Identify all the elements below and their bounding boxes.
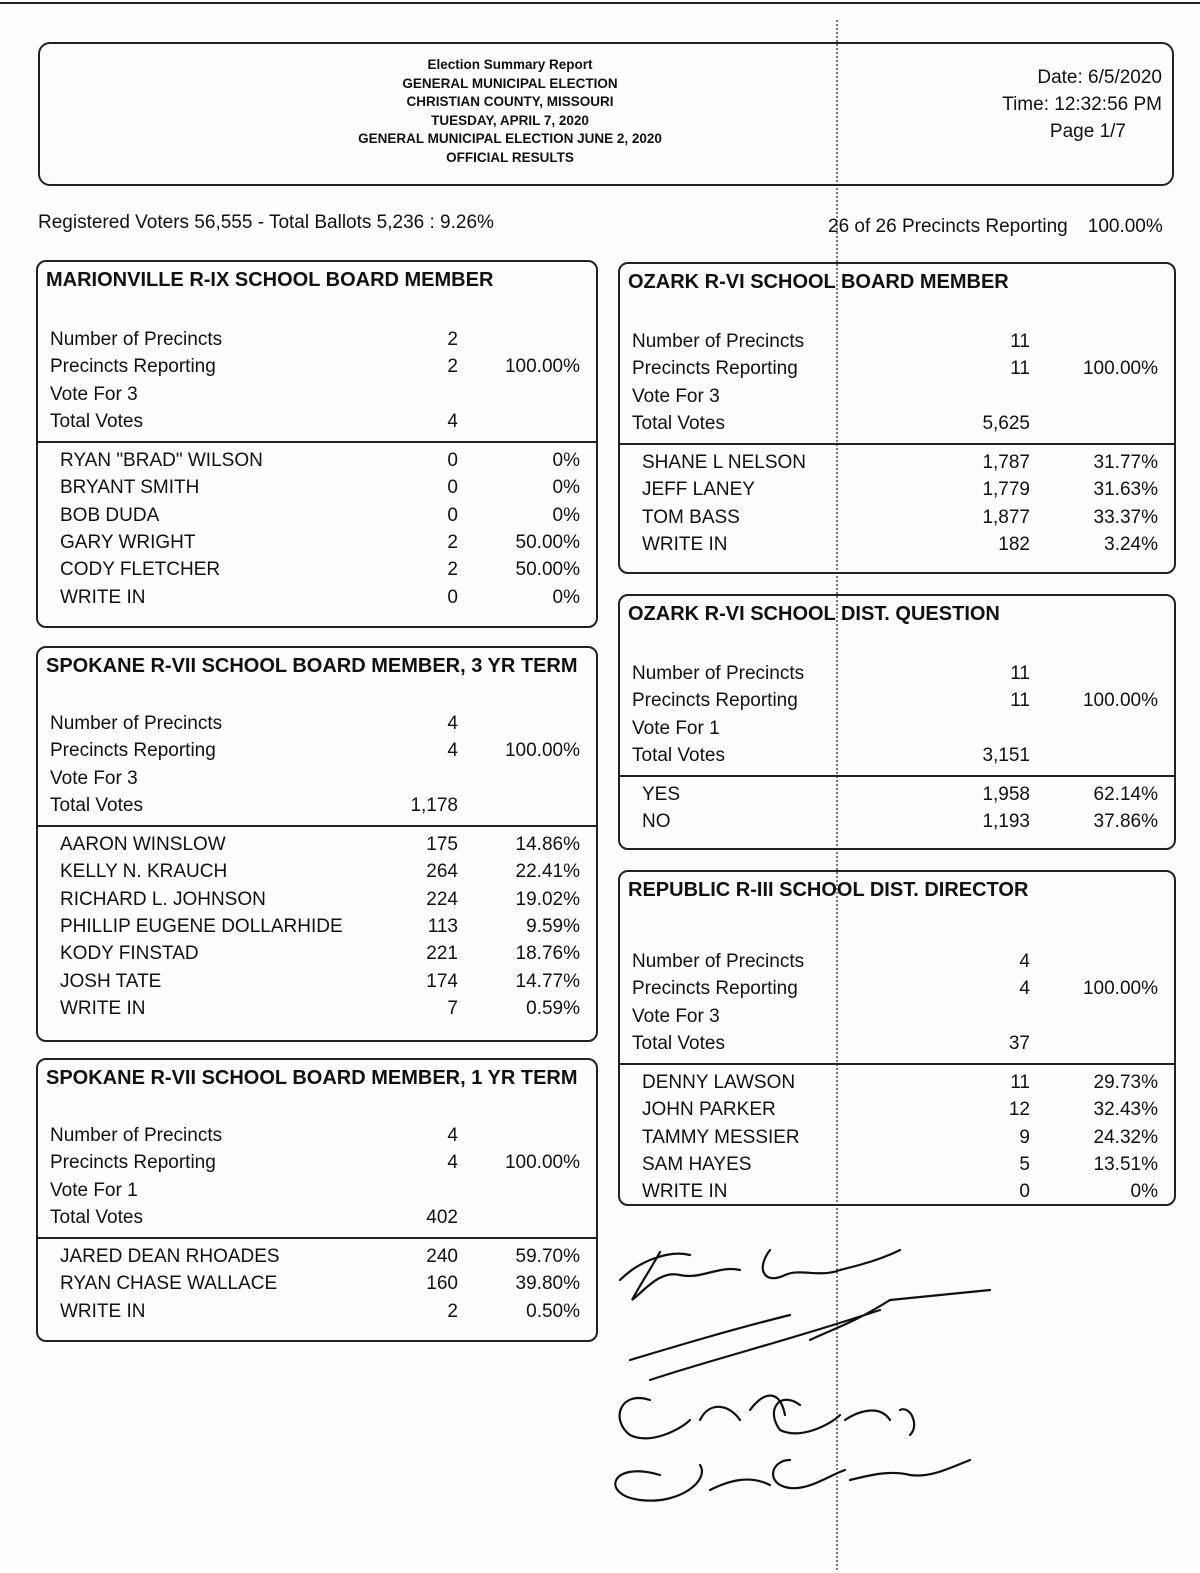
contest-marionville xyxy=(36,260,598,628)
contest-stats xyxy=(38,326,596,435)
candidate-pct: 0.50% xyxy=(526,1300,580,1322)
precincts-reporting-value: 2 xyxy=(447,356,458,378)
total-votes-value: 5,625 xyxy=(982,412,1030,434)
contest-divider xyxy=(38,825,596,827)
precincts-reporting-text: 26 of 26 Precincts Reporting xyxy=(828,216,1068,237)
candidate-name: JOHN PARKER xyxy=(642,1099,776,1121)
candidate-row xyxy=(44,556,590,583)
candidate-row xyxy=(626,449,1168,476)
vote-for-row xyxy=(44,381,590,408)
total-votes-value: 37 xyxy=(1008,1032,1030,1054)
total-votes-value: 3,151 xyxy=(982,744,1030,766)
precincts-reporting-row xyxy=(626,687,1168,714)
candidate-pct: 32.43% xyxy=(1093,1099,1158,1121)
contest-ozark-member xyxy=(618,262,1176,574)
candidate-pct: 14.77% xyxy=(515,970,580,992)
candidate-pct: 62.14% xyxy=(1093,784,1158,806)
contest-divider xyxy=(620,443,1174,445)
number-of-precincts-label: Number of Precincts xyxy=(632,951,805,972)
number-of-precincts-row xyxy=(626,660,1168,687)
candidate-name: NO xyxy=(642,811,671,833)
number-of-precincts-label: Number of Precincts xyxy=(50,329,223,350)
precincts-reporting-pct: 100.00% xyxy=(504,356,580,378)
candidate-list xyxy=(38,447,596,611)
candidate-name: YES xyxy=(642,784,681,806)
candidate-row xyxy=(44,1270,590,1297)
total-votes-label: Total Votes xyxy=(50,1206,143,1228)
candidate-row xyxy=(44,1243,590,1270)
contest-republic xyxy=(618,870,1176,1206)
candidate-votes: 5 xyxy=(1019,1154,1030,1176)
candidate-name: TOM BASS xyxy=(642,506,740,528)
precincts-reporting-label: Precincts Reporting xyxy=(50,740,216,762)
candidate-row xyxy=(44,584,590,611)
candidate-votes: 224 xyxy=(426,888,458,910)
total-votes-row xyxy=(626,1030,1168,1057)
candidate-pct: 0% xyxy=(552,450,580,472)
report-title-block xyxy=(290,56,730,167)
contest-divider xyxy=(620,1063,1174,1065)
precincts-reporting-value: 4 xyxy=(447,1152,458,1174)
candidate-votes: 0 xyxy=(1019,1181,1030,1203)
precincts-reporting-value: 11 xyxy=(1010,358,1030,380)
contest-title: OZARK R-VI SCHOOL DIST. QUESTION xyxy=(628,603,1000,625)
candidate-name: AARON WINSLOW xyxy=(60,834,226,856)
total-votes-row xyxy=(626,410,1168,437)
candidate-votes: 0 xyxy=(447,450,458,472)
candidate-pct: 19.02% xyxy=(515,888,580,910)
precincts-reporting-label: Precincts Reporting xyxy=(632,978,798,1000)
candidate-votes: 2 xyxy=(447,559,458,581)
candidate-pct: 37.86% xyxy=(1093,811,1158,833)
candidate-votes: 1,779 xyxy=(982,479,1030,501)
contest-stats xyxy=(620,948,1174,1057)
candidate-votes: 1,877 xyxy=(982,506,1030,528)
precincts-reporting-label: Precincts Reporting xyxy=(632,690,798,712)
vote-for-row xyxy=(44,1177,590,1204)
candidate-name: JARED DEAN RHOADES xyxy=(60,1246,280,1268)
candidate-row xyxy=(626,781,1168,808)
vote-for-label: Vote For 1 xyxy=(632,717,720,739)
candidate-name: WRITE IN xyxy=(642,1181,728,1203)
candidate-row xyxy=(626,1096,1168,1123)
precincts-reporting-value: 4 xyxy=(1019,978,1030,1000)
candidate-name: TAMMY MESSIER xyxy=(642,1126,800,1148)
precincts-reporting-pct: 100.00% xyxy=(504,1152,580,1174)
candidate-name: WRITE IN xyxy=(60,1300,146,1322)
contest-title: SPOKANE R-VII SCHOOL BOARD MEMBER, 1 YR TERM xyxy=(46,1067,578,1089)
candidate-pct: 0.59% xyxy=(526,997,580,1019)
precincts-reporting-label: Precincts Reporting xyxy=(50,1152,216,1174)
report-title: Election Summary Report xyxy=(427,57,593,72)
candidate-pct: 18.76% xyxy=(515,943,580,965)
election-subtitle: GENERAL MUNICIPAL ELECTION JUNE 2, 2020 xyxy=(358,131,662,146)
signature-3 xyxy=(620,1396,915,1439)
contest-title: MARIONVILLE R-IX SCHOOL BOARD MEMBER xyxy=(46,269,494,291)
contest-title: REPUBLIC R-III SCHOOL DIST. DIRECTOR xyxy=(628,879,1029,901)
vote-for-label: Vote For 3 xyxy=(50,767,138,789)
candidate-votes: 9 xyxy=(1019,1126,1030,1148)
precincts-reporting-row xyxy=(44,737,590,764)
candidate-votes: 2 xyxy=(447,1300,458,1322)
total-votes-row xyxy=(44,792,590,819)
precincts-reporting-value: 11 xyxy=(1010,690,1030,712)
candidate-votes: 1,193 xyxy=(982,811,1030,833)
candidate-votes: 1,787 xyxy=(982,452,1030,474)
candidate-pct: 39.80% xyxy=(515,1273,580,1295)
precincts-reporting-pct: 100.00% xyxy=(1082,358,1158,380)
candidate-row xyxy=(44,447,590,474)
candidate-pct: 13.51% xyxy=(1093,1154,1158,1176)
candidate-name: CODY FLETCHER xyxy=(60,559,221,581)
total-votes-row xyxy=(44,408,590,435)
election-date: TUESDAY, APRIL 7, 2020 xyxy=(431,112,589,128)
precincts-reporting-pct: 100.00% xyxy=(504,740,580,762)
candidate-pct: 14.86% xyxy=(515,834,580,856)
signature-4 xyxy=(615,1460,970,1501)
number-of-precincts-value: 4 xyxy=(1019,951,1030,972)
number-of-precincts-value: 4 xyxy=(447,1125,458,1146)
number-of-precincts-row xyxy=(44,1122,590,1149)
candidate-row xyxy=(44,831,590,858)
candidate-votes: 174 xyxy=(426,970,458,992)
vote-for-label: Vote For 3 xyxy=(50,383,138,405)
candidate-row xyxy=(44,529,590,556)
candidate-pct: 0% xyxy=(1130,1181,1158,1203)
candidate-votes: 175 xyxy=(426,834,458,856)
candidate-pct: 24.32% xyxy=(1093,1126,1158,1148)
candidate-pct: 50.00% xyxy=(515,532,580,554)
candidate-votes: 2 xyxy=(447,532,458,554)
candidate-pct: 22.41% xyxy=(515,861,580,883)
candidate-pct: 9.59% xyxy=(526,916,580,938)
precincts-reporting-value: 4 xyxy=(447,740,458,762)
contest-title: SPOKANE R-VII SCHOOL BOARD MEMBER, 3 YR TERM xyxy=(46,655,578,677)
candidate-votes: 240 xyxy=(426,1246,458,1268)
page-number: Page 1/7 xyxy=(1049,121,1126,142)
candidate-row xyxy=(626,1069,1168,1096)
contest-ozark-question xyxy=(618,594,1176,850)
candidate-name: PHILLIP EUGENE DOLLARHIDE xyxy=(60,916,343,938)
candidate-name: RYAN "BRAD" WILSON xyxy=(60,450,263,472)
top-rule xyxy=(0,2,1200,4)
candidate-row xyxy=(626,808,1168,835)
number-of-precincts-row xyxy=(44,710,590,737)
candidate-row xyxy=(626,504,1168,531)
registered-voters-summary: Registered Voters 56,555 - Total Ballots 5,236 : 9.26% xyxy=(38,212,494,233)
candidate-name: RYAN CHASE WALLACE xyxy=(60,1273,278,1295)
number-of-precincts-label: Number of Precincts xyxy=(50,1125,223,1146)
candidate-name: BOB DUDA xyxy=(60,504,160,526)
candidate-row xyxy=(626,1124,1168,1151)
candidate-list xyxy=(620,1069,1174,1205)
number-of-precincts-value: 2 xyxy=(447,329,458,350)
candidate-pct: 33.37% xyxy=(1093,506,1158,528)
contest-stats xyxy=(620,660,1174,769)
vote-for-row xyxy=(626,715,1168,742)
precincts-reporting-label: Precincts Reporting xyxy=(632,358,798,380)
number-of-precincts-row xyxy=(626,948,1168,975)
candidate-votes: 0 xyxy=(447,504,458,526)
candidate-votes: 221 xyxy=(426,943,458,965)
number-of-precincts-label: Number of Precincts xyxy=(632,331,805,352)
contest-stats xyxy=(38,710,596,819)
precincts-reporting-summary xyxy=(828,216,1163,238)
candidate-votes: 7 xyxy=(447,997,458,1019)
number-of-precincts-value: 11 xyxy=(1010,331,1030,352)
total-votes-value: 4 xyxy=(447,410,458,432)
election-name: GENERAL MUNICIPAL ELECTION xyxy=(402,75,618,91)
candidate-pct: 0% xyxy=(552,504,580,526)
contest-divider xyxy=(38,441,596,443)
candidate-votes: 160 xyxy=(426,1273,458,1295)
candidate-pct: 3.24% xyxy=(1104,534,1158,556)
contest-stats xyxy=(38,1122,596,1231)
candidate-name: DENNY LAWSON xyxy=(642,1072,796,1094)
vote-for-row xyxy=(626,383,1168,410)
candidate-votes: 11 xyxy=(1010,1072,1030,1094)
total-votes-value: 402 xyxy=(426,1206,458,1228)
candidate-name: WRITE IN xyxy=(60,586,146,608)
precincts-reporting-row xyxy=(626,975,1168,1002)
report-date: Date: 6/5/2020 xyxy=(1037,67,1162,88)
candidate-name: KELLY N. KRAUCH xyxy=(60,861,228,883)
precincts-reporting-row xyxy=(44,1149,590,1176)
candidate-votes: 0 xyxy=(447,477,458,499)
vote-for-row xyxy=(626,1003,1168,1030)
candidate-name: GARY WRIGHT xyxy=(60,532,196,554)
vote-for-label: Vote For 3 xyxy=(632,385,720,407)
total-votes-row xyxy=(626,742,1168,769)
total-votes-value: 1,178 xyxy=(410,794,458,816)
candidate-name: WRITE IN xyxy=(60,997,146,1019)
candidate-pct: 50.00% xyxy=(515,559,580,581)
candidate-row xyxy=(44,995,590,1022)
candidate-votes: 182 xyxy=(998,534,1030,556)
candidate-votes: 264 xyxy=(426,861,458,883)
candidate-name: SAM HAYES xyxy=(642,1154,752,1176)
candidate-row xyxy=(626,476,1168,503)
candidate-row xyxy=(44,913,590,940)
candidate-row xyxy=(44,1298,590,1325)
contest-stats xyxy=(620,328,1174,437)
report-time: Time: 12:32:56 PM xyxy=(1002,94,1162,115)
contest-divider xyxy=(620,775,1174,777)
total-votes-label: Total Votes xyxy=(632,1032,725,1054)
precincts-reporting-row xyxy=(44,353,590,380)
vote-for-label: Vote For 1 xyxy=(50,1179,138,1201)
candidate-row xyxy=(44,502,590,529)
candidate-name: RICHARD L. JOHNSON xyxy=(60,888,266,910)
number-of-precincts-value: 4 xyxy=(447,713,458,734)
candidate-name: JEFF LANEY xyxy=(642,479,755,501)
county-name: CHRISTIAN COUNTY, MISSOURI xyxy=(406,94,614,109)
contest-spokane-3yr xyxy=(36,646,598,1042)
candidate-name: BRYANT SMITH xyxy=(60,477,200,499)
candidate-row xyxy=(44,886,590,913)
report-meta xyxy=(1002,64,1162,145)
candidate-list xyxy=(38,1243,596,1325)
candidate-pct: 31.63% xyxy=(1093,479,1158,501)
candidate-votes: 113 xyxy=(427,916,458,938)
signature-2 xyxy=(630,1290,990,1380)
contest-spokane-1yr xyxy=(36,1058,598,1342)
candidate-pct: 59.70% xyxy=(515,1246,580,1268)
total-votes-row xyxy=(44,1204,590,1231)
candidate-votes: 1,958 xyxy=(982,784,1030,806)
official-results-label: OFFICIAL RESULTS xyxy=(446,149,574,165)
candidate-list xyxy=(620,449,1174,558)
candidate-name: KODY FINSTAD xyxy=(60,943,199,965)
candidate-row xyxy=(44,858,590,885)
candidate-name: WRITE IN xyxy=(642,534,728,556)
number-of-precincts-value: 11 xyxy=(1010,663,1030,684)
precincts-reporting-pct: 100.00% xyxy=(1082,978,1158,1000)
candidate-name: SHANE L NELSON xyxy=(642,452,807,474)
precincts-reporting-label: Precincts Reporting xyxy=(50,356,216,378)
candidate-list xyxy=(620,781,1174,836)
vote-for-label: Vote For 3 xyxy=(632,1005,720,1027)
precincts-reporting-pct: 100.00% xyxy=(1087,216,1163,237)
total-votes-label: Total Votes xyxy=(632,412,725,434)
candidate-name: JOSH TATE xyxy=(60,970,162,992)
signatures xyxy=(590,1230,1030,1510)
number-of-precincts-label: Number of Precincts xyxy=(632,663,805,684)
candidate-row xyxy=(44,940,590,967)
candidate-row xyxy=(44,474,590,501)
candidate-row xyxy=(626,531,1168,558)
candidate-votes: 12 xyxy=(1008,1099,1030,1121)
candidate-row xyxy=(626,1151,1168,1178)
report-header xyxy=(38,42,1174,186)
candidate-pct: 0% xyxy=(552,586,580,608)
candidate-list xyxy=(38,831,596,1022)
contest-title: OZARK R-VI SCHOOL BOARD MEMBER xyxy=(628,271,1009,293)
vote-for-row xyxy=(44,765,590,792)
total-votes-label: Total Votes xyxy=(50,794,143,816)
number-of-precincts-row xyxy=(44,326,590,353)
candidate-votes: 0 xyxy=(447,586,458,608)
candidate-row xyxy=(44,968,590,995)
total-votes-label: Total Votes xyxy=(50,410,143,432)
precincts-reporting-row xyxy=(626,355,1168,382)
total-votes-label: Total Votes xyxy=(632,744,725,766)
number-of-precincts-row xyxy=(626,328,1168,355)
candidate-pct: 29.73% xyxy=(1093,1072,1158,1094)
contest-divider xyxy=(38,1237,596,1239)
candidate-pct: 31.77% xyxy=(1093,452,1158,474)
candidate-pct: 0% xyxy=(552,477,580,499)
signature-1 xyxy=(620,1250,900,1300)
candidate-row xyxy=(626,1178,1168,1205)
precincts-reporting-pct: 100.00% xyxy=(1082,690,1158,712)
number-of-precincts-label: Number of Precincts xyxy=(50,713,223,734)
